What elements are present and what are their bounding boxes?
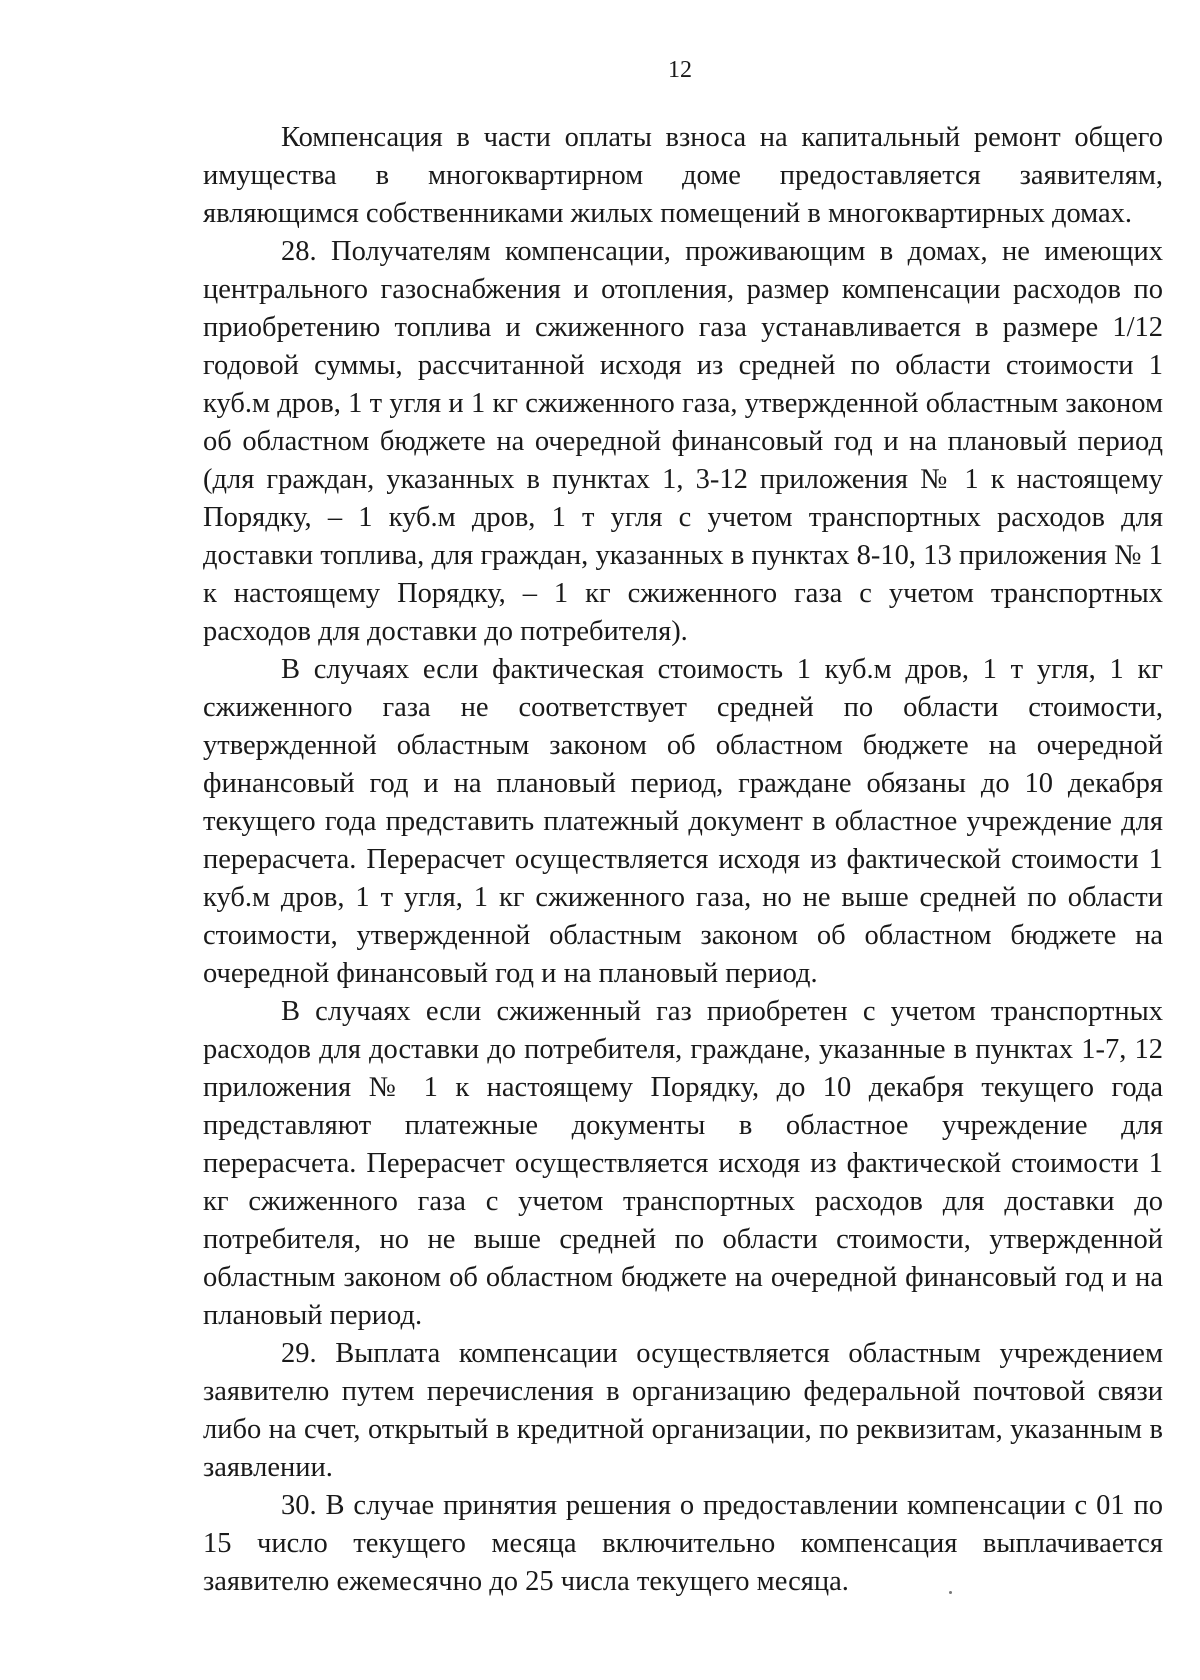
paragraph-recalculation-fuel-cost: В случаях если фактическая стоимость 1 куб.м дров, 1 т угля, 1 кг сжиженного газа не соответствует средней по области стоимости, утвержденной областным законом об областном бюджете на очередной финансовый год и на плановый период, граждане обязаны до 10 декабря текущего года представить платежный документ в областное учреждение для перерасчета. Перерасчет осуществляется исходя из фактической стоимости 1 куб.м дров, 1 т угля, 1 кг сжиженного газа, но не выше средней по области стоимости, утвержденной областным законом об областном бюджете на очередной финансовый год и на плановый период. <box>203 654 1163 989</box>
scan-speck <box>949 1591 952 1594</box>
paragraph-30-payment-schedule: 30. В случае принятия решения о предоставлении компенсации с 01 по 15 число текущего месяца включительно компенсация выплачивается заявителю ежемесячно до 25 числа текущего месяца. <box>203 1490 1163 1597</box>
paragraph-29-payment-method: 29. Выплата компенсации осуществляется областным учреждением заявителю путем перечисления в организацию федеральной почтовой связи либо на счет, открытый в кредитной организации, по реквизитам, указанным в заявлении. <box>203 1338 1163 1483</box>
paragraph-28-fuel-compensation: 28. Получателям компенсации, проживающим в домах, не имеющих центрального газоснабжения и отопления, размер компенсации расходов по приобретению топлива и сжиженного газа устанавливается в размере 1/12 годовой суммы, рассчитанной исходя из средней по области стоимости 1 куб.м дров, 1 т угля и 1 кг сжиженного газа, утвержденной областным законом об областном бюджете на очередной финансовый год и на плановый период (для граждан, указанных в пунктах 1, 3-12 приложения № 1 к настоящему Порядку, – 1 куб.м дров, 1 т угля с учетом транспортных расходов для доставки топлива, для граждан, указанных в пунктах 8-10, 13 приложения № 1 к настоящему Порядку, – 1 кг сжиженного газа с учетом транспортных расходов для доставки до потребителя). <box>203 236 1163 647</box>
paragraph-recalculation-liquefied-gas: В случаях если сжиженный газ приобретен с учетом транспортных расходов для доставки до потребителя, граждане, указанные в пунктах 1-7, 12 приложения № 1 к настоящему Порядку, до 10 декабря текущего года представляют платежные документы в областное учреждение для перерасчета. Перерасчет осуществляется исходя из фактической стоимости 1 кг сжиженного газа с учетом транспортных расходов для доставки до потребителя, но не выше средней по области стоимости, утвержденной областным законом об областном бюджете на очередной финансовый год и на плановый период. <box>203 996 1163 1331</box>
paragraph-capital-repair-compensation: Компенсация в части оплаты взноса на капитальный ремонт общего имущества в многоквартирном доме предоставляется заявителям, являющимся собственниками жилых помещений в многоквартирных домах. <box>203 122 1163 229</box>
page-number: 12 <box>668 57 692 83</box>
document-body <box>203 119 1163 1601</box>
